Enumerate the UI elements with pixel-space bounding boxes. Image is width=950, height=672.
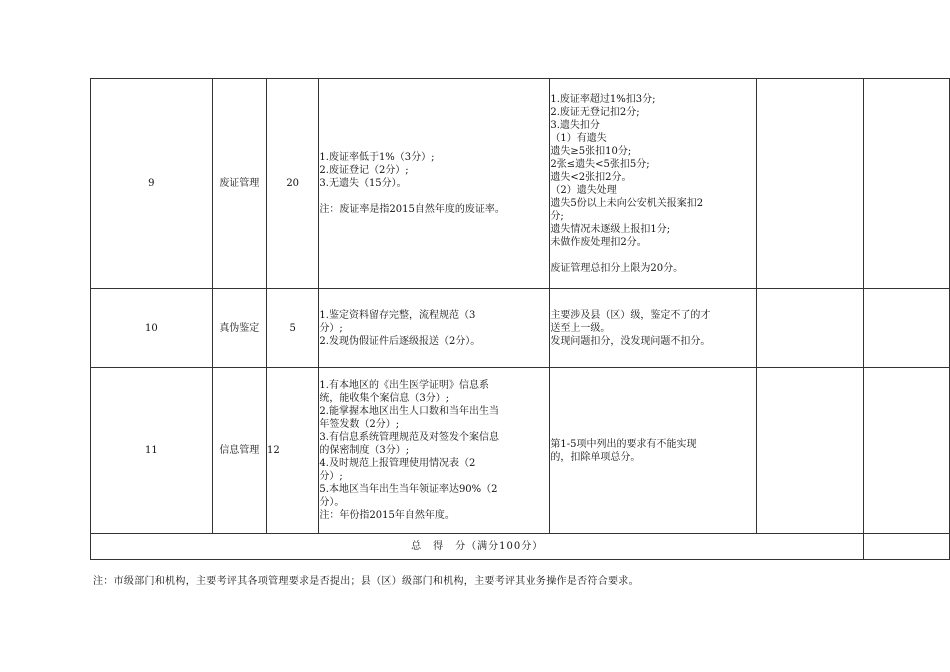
blank-cell	[756, 79, 864, 289]
method-line: 遗失5份以上未向公安机关报案扣2	[550, 197, 704, 209]
item-name: 废证管理	[212, 79, 266, 289]
evaluation-table	[90, 78, 950, 560]
item-score: 12	[266, 368, 318, 534]
blank-cell	[864, 368, 950, 534]
footnote: 注：市级部门和机构，主要考评其各项管理要求是否提出；县（区）级部门和机构，主要考评其业务操作是否符合要求。	[93, 576, 639, 587]
method-line: （1）有遗失	[550, 132, 607, 144]
blank-cell	[756, 289, 864, 368]
item-name: 信息管理	[212, 368, 266, 534]
requirement-line: 分）;	[319, 322, 343, 334]
requirement-line: 注：年份指2015年自然年度。	[319, 510, 455, 521]
requirements-cell	[319, 368, 550, 534]
requirement-line: 2.能掌握本地区出生人口数和当年出生当	[319, 406, 499, 417]
method-line: 主要涉及县（区）级，鉴定不了的才	[550, 309, 711, 321]
method-line: 1.废证率超过1%扣3分;	[550, 93, 656, 105]
item-score: 20	[266, 79, 318, 289]
requirements-cell	[319, 289, 550, 368]
item-score: 5	[266, 289, 318, 368]
method-line: （2）遗失处理	[550, 184, 617, 196]
requirement-line: 3.无遗失（15分）。	[319, 178, 407, 189]
row-number: 11	[91, 368, 213, 534]
method-line: 遗失≥5张扣10分;	[550, 145, 632, 157]
requirement-line: 4.及时规范上报管理使用情况表（2	[319, 458, 476, 469]
table-row	[91, 368, 950, 534]
requirement-line: 的保密制度（3分）;	[319, 445, 410, 456]
method-line: 发现问题扣分，没发现问题不扣分。	[550, 335, 711, 347]
requirement-line: 1.废证率低于1%（3分）;	[319, 152, 435, 163]
method-line: 送至上一级。	[550, 322, 611, 334]
method-cell	[550, 289, 756, 368]
method-line: 第1-5项中列出的要求有不能实现	[550, 438, 697, 450]
requirement-line: 分）;	[319, 471, 343, 482]
method-line: 分;	[550, 210, 564, 222]
row-number: 9	[91, 79, 213, 289]
blank-cell	[756, 368, 864, 534]
method-line: 3.遗失扣分	[550, 119, 600, 131]
method-line: 2张≤遗失<5张扣5分;	[550, 158, 650, 170]
method-line: 2.废证无登记扣2分;	[550, 106, 640, 118]
blank-cell	[864, 79, 950, 289]
method-note: 废证管理总扣分上限为20分。	[550, 262, 684, 274]
blank-cell	[864, 289, 950, 368]
requirement-line: 统，能收集个案信息（3分）;	[319, 393, 450, 404]
method-line: 遗失<2张扣2分。	[550, 171, 632, 183]
requirement-line: 1.鉴定资料留存完整，流程规范（3	[319, 309, 476, 321]
row-number: 10	[91, 289, 213, 368]
item-name: 真伪鉴定	[212, 289, 266, 368]
method-cell	[550, 368, 756, 534]
method-line: 遗失情况未逐级上报扣1分;	[550, 223, 671, 235]
requirement-line: 年签发数（2分）;	[319, 419, 400, 430]
method-line: 未做作废处理扣2分。	[550, 236, 647, 248]
table-row	[91, 289, 950, 368]
requirement-line: 2.废证登记（2分）;	[319, 165, 409, 176]
requirement-line: 1.有本地区的《出生医学证明》信息系	[319, 380, 489, 391]
total-row	[91, 534, 950, 560]
requirements-note: 注：废证率是指2015自然年度的废证率。	[319, 204, 505, 215]
table-row	[91, 79, 950, 289]
requirement-line: 5.本地区当年出生当年领证率达90%（2	[319, 484, 498, 495]
requirement-line: 2.发现伪假证件后逐级报送（2分）。	[319, 335, 481, 347]
blank-cell	[864, 534, 950, 560]
requirement-line: 分）。	[319, 497, 345, 508]
requirements-cell	[319, 79, 550, 289]
method-cell	[550, 79, 756, 289]
requirement-line: 3.有信息系统管理规范及对签发个案信息	[319, 432, 499, 443]
method-line: 的，扣除单项总分。	[550, 451, 641, 463]
total-label: 总 得 分（满分100分）	[91, 534, 864, 560]
